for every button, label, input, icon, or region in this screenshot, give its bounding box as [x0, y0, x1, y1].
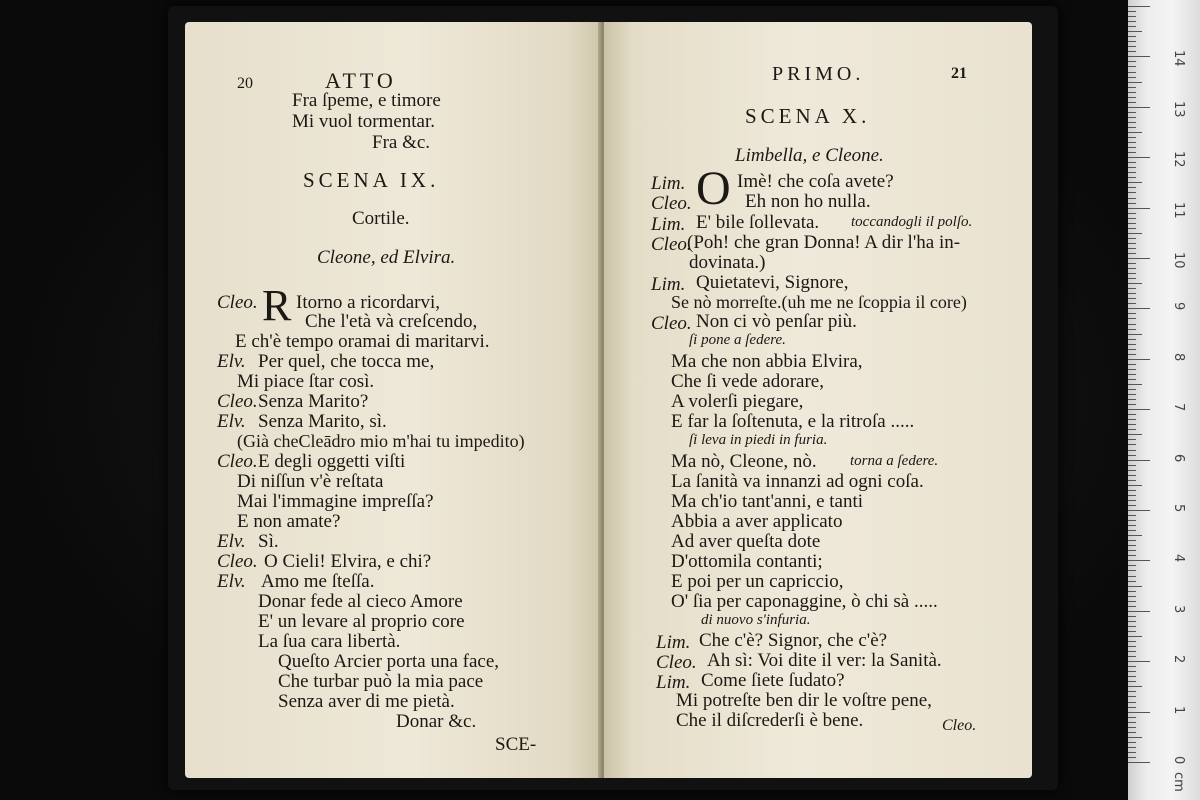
ruler-tick — [1128, 555, 1136, 556]
speaker-label: Cleo. — [651, 234, 692, 255]
ruler-tick — [1128, 722, 1136, 723]
dialogue-line: La ſanità va innanzi ad ogni coſa. — [671, 471, 924, 492]
ruler-tick — [1128, 550, 1136, 551]
speaker-label: Lim. — [651, 274, 686, 295]
ruler-tick — [1128, 72, 1136, 73]
verse-line: Fra &c. — [372, 132, 431, 153]
ruler-tick — [1128, 444, 1136, 445]
ruler-tick — [1128, 288, 1136, 289]
ruler-tick — [1128, 283, 1142, 284]
ruler-tick — [1128, 187, 1136, 188]
ruler-tick — [1128, 349, 1136, 350]
ruler-tick — [1128, 606, 1136, 607]
dialogue-line: Ma nò, Cleone, nò. — [671, 451, 817, 472]
ruler-label: 11 — [1171, 201, 1186, 219]
ruler-tick — [1128, 208, 1150, 209]
ruler-tick — [1128, 243, 1136, 244]
ruler-tick — [1128, 450, 1136, 451]
ruler-tick — [1128, 278, 1136, 279]
speaker-label: Cleo. — [217, 551, 258, 572]
ruler-tick — [1128, 147, 1136, 148]
ruler-tick — [1128, 646, 1136, 647]
right-page — [604, 22, 1032, 778]
dialogue-line: Imè! che coſa avete? — [737, 171, 894, 192]
ruler-tick — [1128, 470, 1136, 471]
ruler-tick — [1128, 66, 1136, 67]
dialogue-line: Senza Marito? — [258, 391, 369, 412]
ruler-tick — [1128, 611, 1150, 612]
dialogue-line: Che turbar può la mia pace — [278, 671, 484, 692]
ruler-tick — [1128, 404, 1136, 405]
scene-title: SCENA X. — [745, 104, 871, 128]
dialogue-line: Amo me ſteſſa. — [261, 571, 375, 592]
dialogue-line: Ma che non abbia Elvira, — [671, 351, 863, 372]
ruler-tick — [1128, 641, 1136, 642]
ruler-tick — [1128, 223, 1136, 224]
ruler-tick — [1128, 268, 1136, 269]
dialogue-line: Donar fede al cieco Amore — [258, 591, 463, 612]
dialogue-line: A volerſi piegare, — [671, 391, 804, 412]
ruler-tick — [1128, 696, 1136, 697]
ruler-tick — [1128, 263, 1136, 264]
dialogue-line: O' ſia per caponaggine, ò chi sà ..... — [671, 591, 938, 612]
dialogue-line: La ſua cara libertà. — [258, 631, 401, 652]
ruler-tick — [1128, 31, 1142, 32]
ruler-tick — [1128, 727, 1136, 728]
ruler-tick — [1128, 344, 1136, 345]
ruler-tick — [1128, 87, 1136, 88]
ruler-tick — [1128, 313, 1136, 314]
ruler-tick — [1128, 434, 1142, 435]
ruler-tick — [1128, 238, 1136, 239]
ruler-tick — [1128, 364, 1136, 365]
verse-line: Mi vuol tormentar. — [292, 111, 436, 132]
left-page — [185, 22, 600, 778]
dialogue-line: E non amate? — [237, 511, 341, 532]
ruler-tick — [1128, 82, 1142, 83]
stage-direction: torna a ſedere. — [850, 453, 939, 469]
ruler-label: 1 — [1171, 705, 1186, 714]
ruler-tick — [1128, 41, 1136, 42]
ruler-tick — [1128, 707, 1136, 708]
ruler-tick — [1128, 374, 1136, 375]
ruler-tick — [1128, 46, 1136, 47]
ruler-tick — [1128, 61, 1136, 62]
ruler-tick — [1128, 369, 1136, 370]
ruler-tick — [1128, 36, 1136, 37]
drop-cap: O — [696, 162, 731, 215]
running-head: ATTO — [325, 68, 397, 93]
ruler-tick — [1128, 359, 1150, 360]
ruler-tick — [1128, 591, 1136, 592]
verse-line: Fra ſpeme, e timore — [292, 90, 441, 111]
scene-title: SCENA IX. — [303, 168, 440, 192]
dialogue-line: Queſto Arcier porta una face, — [278, 651, 500, 672]
ruler-tick — [1128, 666, 1136, 667]
dialogue-line: Senza aver di me pietà. — [278, 691, 455, 712]
dialogue-line: Ad aver queſta dote — [671, 531, 821, 552]
ruler-tick — [1128, 545, 1136, 546]
ruler-tick — [1128, 273, 1136, 274]
ruler-label: 9 — [1171, 302, 1186, 311]
ruler-tick — [1128, 6, 1150, 7]
ruler-tick — [1128, 480, 1136, 481]
ruler-tick — [1128, 107, 1150, 108]
ruler-tick — [1128, 656, 1136, 657]
ruler-tick — [1128, 303, 1136, 304]
ruler-tick — [1128, 339, 1136, 340]
speaker-label: Elv. — [217, 411, 246, 432]
ruler-tick — [1128, 520, 1136, 521]
measuring-ruler — [1128, 0, 1200, 800]
dialogue-line: D'ottomila contanti; — [671, 551, 823, 572]
ruler-tick — [1128, 510, 1150, 511]
dialogue-line: (Poh! che gran Donna! A dir l'ha in- — [687, 232, 961, 253]
ruler-tick — [1128, 762, 1150, 763]
dialogue-line: E' bile ſollevata. — [696, 212, 820, 233]
ruler-tick — [1128, 409, 1150, 410]
ruler-tick — [1128, 102, 1136, 103]
dialogue-line: Mai l'immagine impreſſa? — [237, 491, 434, 512]
ruler-tick — [1128, 389, 1136, 390]
ruler-tick — [1128, 329, 1136, 330]
scene-setting: Cortile. — [352, 208, 410, 229]
ruler-tick — [1128, 601, 1136, 602]
speaker-label: Cleo. — [217, 391, 258, 412]
dialogue-line: Donar &c. — [396, 711, 477, 732]
dialogue-line: Itorno a ricordarvi, — [296, 292, 441, 313]
scene-characters: Cleone, ed Elvira. — [317, 247, 456, 268]
ruler-tick — [1128, 455, 1136, 456]
ruler-tick — [1128, 21, 1136, 22]
ruler-tick — [1128, 142, 1136, 143]
dialogue-line: E' un levare al proprio core — [258, 611, 465, 632]
ruler-label: 6 — [1171, 453, 1186, 462]
ruler-label: 13 — [1171, 100, 1186, 118]
ruler-tick — [1128, 97, 1136, 98]
ruler-tick — [1128, 26, 1136, 27]
ruler-tick — [1128, 636, 1142, 637]
ruler-tick — [1128, 681, 1136, 682]
dialogue-line: E degli oggetti viſti — [258, 451, 406, 472]
ruler-tick — [1128, 112, 1136, 113]
dialogue-line: Non ci vò penſar più. — [696, 311, 857, 332]
ruler-tick — [1128, 530, 1136, 531]
speaker-label: Elv. — [217, 571, 246, 592]
speaker-label: Lim. — [651, 173, 686, 194]
ruler-unit: cm — [1171, 772, 1186, 792]
speaker-label: Cleo. — [651, 313, 692, 334]
ruler-tick — [1128, 460, 1150, 461]
ruler-tick — [1128, 334, 1142, 335]
ruler-tick — [1128, 203, 1136, 204]
dialogue-line: Come ſiete ſudato? — [701, 670, 845, 691]
drop-cap: R — [262, 281, 292, 330]
ruler-label: 7 — [1171, 403, 1186, 412]
ruler-tick — [1128, 515, 1136, 516]
ruler-tick — [1128, 228, 1136, 229]
ruler-tick — [1128, 248, 1136, 249]
ruler-tick — [1128, 192, 1136, 193]
speaker-label: Elv. — [217, 531, 246, 552]
stage-direction: ſi leva in piedi in furia. — [689, 432, 828, 448]
ruler-tick — [1128, 122, 1136, 123]
ruler-tick — [1128, 676, 1136, 677]
ruler-tick — [1128, 182, 1142, 183]
ruler-tick — [1128, 596, 1136, 597]
ruler-tick — [1128, 465, 1136, 466]
ruler-tick — [1128, 717, 1136, 718]
ruler-tick — [1128, 384, 1142, 385]
ruler-tick — [1128, 354, 1136, 355]
page-number: 21 — [951, 65, 967, 82]
ruler-tick — [1128, 11, 1136, 12]
ruler-tick — [1128, 742, 1136, 743]
ruler-tick — [1128, 621, 1136, 622]
ruler-tick — [1128, 505, 1136, 506]
speaker-label: Lim. — [651, 214, 686, 235]
stage-direction: toccandogli il polſo. — [851, 214, 973, 230]
ruler-tick — [1128, 702, 1136, 703]
ruler-tick — [1128, 318, 1136, 319]
ruler-tick — [1128, 414, 1136, 415]
ruler-tick — [1128, 324, 1136, 325]
ruler-tick — [1128, 535, 1142, 536]
ruler-label: 8 — [1171, 352, 1186, 362]
ruler-label: 4 — [1171, 554, 1186, 563]
ruler-tick — [1128, 127, 1136, 128]
ruler-tick — [1128, 439, 1136, 440]
ruler-tick — [1128, 586, 1142, 587]
ruler-tick — [1128, 475, 1136, 476]
ruler-tick — [1128, 485, 1142, 486]
ruler-tick — [1128, 429, 1136, 430]
scene-characters: Limbella, e Cleone. — [735, 145, 884, 166]
ruler-tick — [1128, 691, 1136, 692]
ruler-tick — [1128, 495, 1136, 496]
dialogue-line: Se nò morreſte.(uh me ne ſcoppia il core) — [671, 292, 967, 312]
ruler-tick — [1128, 399, 1136, 400]
speaker-label: Cleo. — [656, 652, 697, 673]
ruler-tick — [1128, 737, 1142, 738]
ruler-tick — [1128, 167, 1136, 168]
ruler-tick — [1128, 565, 1136, 566]
ruler-tick — [1128, 162, 1136, 163]
ruler-tick — [1128, 570, 1136, 571]
ruler-tick — [1128, 253, 1136, 254]
ruler-tick — [1128, 117, 1136, 118]
ruler-label: 14 — [1171, 50, 1186, 67]
ruler-tick — [1128, 308, 1150, 309]
dialogue-line: Che l'età và creſcendo, — [305, 311, 478, 332]
ruler-tick — [1128, 712, 1150, 713]
ruler-tick — [1128, 218, 1136, 219]
ruler-label: 3 — [1171, 604, 1186, 614]
ruler-tick — [1128, 661, 1150, 662]
ruler-tick — [1128, 92, 1136, 93]
ruler-tick — [1128, 213, 1136, 214]
dialogue-line: Che c'è? Signor, che c'è? — [699, 630, 888, 651]
dialogue-line: E far la ſoſtenuta, e la ritroſa ..... — [671, 411, 915, 432]
dialogue-line: Senza Marito, sì. — [258, 411, 387, 432]
ruler-tick — [1128, 752, 1136, 753]
dialogue-line: Abbia a aver applicato — [671, 511, 843, 532]
ruler-tick — [1128, 616, 1136, 617]
speaker-label: Elv. — [217, 351, 246, 372]
dialogue-line: (Già cheCleādro mio m'hai tu impedito) — [237, 431, 525, 451]
ruler-tick — [1128, 757, 1136, 758]
speaker-label: Lim. — [656, 672, 691, 693]
dialogue-line: Di niſſun v'è reſtata — [237, 471, 384, 492]
catchword: Cleo. — [942, 717, 977, 734]
running-head: PRIMO. — [772, 63, 865, 85]
ruler-tick — [1128, 626, 1136, 627]
ruler-tick — [1128, 576, 1136, 577]
page-number: 20 — [237, 75, 253, 92]
ruler-tick — [1128, 77, 1136, 78]
ruler-label: 12 — [1171, 151, 1186, 168]
speaker-label: Cleo. — [651, 193, 692, 214]
ruler-tick — [1128, 172, 1136, 173]
dialogue-line: Mi piace ſtar così. — [237, 371, 375, 392]
stage-direction: di nuovo s'infuria. — [701, 612, 811, 628]
ruler-label: 2 — [1171, 655, 1186, 664]
ruler-tick — [1128, 152, 1136, 153]
ruler-tick — [1128, 525, 1136, 526]
speaker-label: Cleo. — [217, 292, 258, 313]
dialogue-line: Quietatevi, Signore, — [696, 272, 849, 293]
ruler-label: 10 — [1171, 252, 1186, 269]
ruler-tick — [1128, 132, 1142, 133]
dialogue-line: Che il diſcrederſi è bene. — [676, 710, 864, 731]
ruler-tick — [1128, 258, 1150, 259]
ruler-tick — [1128, 540, 1136, 541]
dialogue-line: E poi per un capriccio, — [671, 571, 844, 592]
dialogue-line: O Cieli! Elvira, e chi? — [264, 551, 432, 572]
ruler-tick — [1128, 424, 1136, 425]
ruler-tick — [1128, 379, 1136, 380]
ruler-tick — [1128, 137, 1136, 138]
ruler-tick — [1128, 56, 1150, 57]
dialogue-line: dovinata.) — [689, 252, 766, 273]
ruler-tick — [1128, 298, 1136, 299]
ruler-tick — [1128, 419, 1136, 420]
ruler-tick — [1128, 293, 1136, 294]
ruler-tick — [1128, 747, 1136, 748]
catchword: SCE- — [495, 734, 537, 755]
ruler-tick — [1128, 233, 1142, 234]
ruler-tick — [1128, 394, 1136, 395]
dialogue-line: Eh non ho nulla. — [745, 191, 871, 212]
ruler-label: 0 — [1171, 756, 1186, 765]
ruler-tick — [1128, 16, 1136, 17]
speaker-label: Lim. — [656, 632, 691, 653]
ruler-label: 5 — [1171, 504, 1186, 513]
dialogue-line: Ah sì: Voi dite il ver: la Sanità. — [707, 650, 942, 671]
dialogue-line: Sì. — [258, 531, 279, 552]
ruler-tick — [1128, 177, 1136, 178]
ruler-tick — [1128, 651, 1136, 652]
speaker-label: Cleo. — [217, 451, 258, 472]
ruler-tick — [1128, 671, 1136, 672]
ruler-tick — [1128, 198, 1136, 199]
dialogue-line: Ma ch'io tant'anni, e tanti — [671, 491, 864, 512]
stage-direction: ſi pone a ſedere. — [689, 332, 786, 348]
ruler-tick — [1128, 560, 1150, 561]
ruler-tick — [1128, 500, 1136, 501]
ruler-tick — [1128, 631, 1136, 632]
ruler-tick — [1128, 686, 1142, 687]
dialogue-line: Mi potreſte ben dir le voſtre pene, — [676, 690, 932, 711]
dialogue-line: E ch'è tempo oramai di maritarvi. — [235, 331, 490, 352]
ruler-tick — [1128, 581, 1136, 582]
ruler-tick — [1128, 157, 1150, 158]
dialogue-line: Che ſi vede adorare, — [671, 371, 824, 392]
ruler-tick — [1128, 732, 1136, 733]
ruler-tick — [1128, 490, 1136, 491]
dialogue-line: Per quel, che tocca me, — [258, 351, 435, 372]
ruler-tick — [1128, 51, 1136, 52]
